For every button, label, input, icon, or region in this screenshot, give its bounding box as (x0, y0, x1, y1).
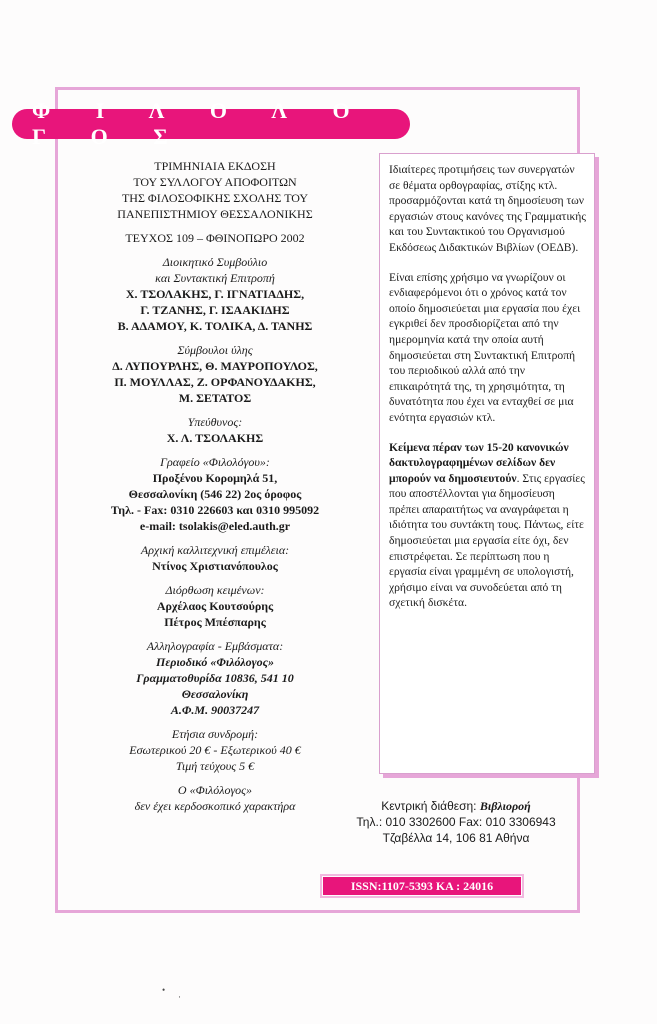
art-heading: Αρχική καλλιτεχνική επιμέλεια: (140, 543, 290, 557)
journal-title: Φ Ι Λ Ο Λ Ο Γ Ο Σ (32, 98, 370, 149)
art-name: Ντίνος Χριστιανόπουλος (152, 559, 278, 573)
issue-line: ΤΕΥΧΟΣ 109 – ΦΘΙΝΟΠΩΡΟ 2002 (125, 231, 305, 245)
masthead-line: ΤΗΣ ΦΙΛΟΣΟΦΙΚΗΣ ΣΧΟΛΗΣ ΤΟΥ (121, 191, 309, 205)
correspondence-heading: Αλληλογραφία - Εμβάσματα: (146, 639, 284, 653)
distribution-info (347, 798, 565, 846)
proofreader-name: Αρχέλαος Κουτσούρης (156, 599, 274, 613)
issn-text: ISSN:1107-5393 ΚΑ : 24016 (350, 878, 494, 893)
correspondence-line: Α.Φ.Μ. 90037247 (170, 703, 260, 717)
notice-text: . Στις εργασίες που αποστέλλονται για δημοσίευση πρέπει απαραιτήτως να αναγράφεται η ιδιότητα του συντάκτη τους. Πάντως, είτε δημοσιεύεται μια εργασία είτε όχι, δεν επιστρέφεται. Σε περίπτωση που η εργασία είναι γραμμένη σε υπολογιστή, χρήσιμο είναι να συνοδεύεται από τη σχετική δισκέτα. (389, 471, 585, 610)
correspondence-line: Γραμματοθυρίδα 10836, 541 10 (136, 671, 294, 685)
board-names: Β. ΑΔΑΜΟΥ, Κ. ΤΟΛΙΚΑ, Δ. ΤΑΝΗΣ (117, 319, 313, 333)
single-issue-price: Τιμή τεύχους 5 € (175, 759, 255, 773)
masthead-banner (12, 98, 410, 149)
advisors-heading: Σύμβουλοι ύλης (177, 343, 253, 357)
nonprofit-line: Ο «Φιλόλογος» (177, 783, 253, 797)
notice-paragraph: Είναι επίσης χρήσιμο να γνωρίζουν οι ενδιαφερόμενοι ότι ο χρόνος κατά τον οποίο δημοσιεύεται μια εργασία που έχει εγκριθεί δεν προσδιορίζεται από την ημερομηνία κατά την οποία αυτή δημοσιεύεται στη Συντακτική Επιτροπή του περιοδικού αλλά από την επικαιρότητά της, τη χρησιμότητα, τη δυνατότητα που έχει να ενταχθεί σε μια ενότητα εργασιών κτλ. (389, 270, 581, 424)
colophon (75, 158, 355, 814)
board-heading: και Συντακτική Επιτροπή (155, 271, 275, 285)
subscription-heading: Ετήσια συνδρομή: (171, 727, 259, 741)
proofreader-name: Πέτρος Μπέσπαρης (164, 615, 266, 629)
masthead-line: ΤΡΙΜΗΝΙΑΙΑ ΕΚΔΟΣΗ (154, 159, 276, 173)
office-phone: Τηλ. - Fax: 0310 226603 και 0310 995092 (110, 503, 320, 517)
office-street: Προξένου Κορομηλά 51, (152, 471, 278, 485)
correspondence-line: Περιοδικό «Φιλόλογος» (156, 655, 274, 669)
scan-speck: · (178, 992, 181, 1002)
office-email: e-mail: tsolakis@eled.auth.gr (139, 519, 291, 533)
distribution-phone: Τηλ.: 010 3302600 Fax: 010 3306943 (356, 815, 556, 829)
distribution-label: Κεντρική διάθεση: (381, 799, 480, 813)
office-heading: Γραφείο «Φιλολόγου»: (160, 455, 270, 469)
notice-paragraph: Ιδιαίτερες προτιμήσεις των συνεργατών σε θέματα ορθογραφίας, στίξης κτλ. προσαρμόζονται κατά τη δημοσίευση των εργασιών στους κανόνες της Γραμματικής και του Συντακτικού του Οργανισμού Εκδόσεως Διδακτικών Βιβλίων (ΟΕΔΒ). (389, 163, 586, 254)
proofreading-heading: Διόρθωση κειμένων: (165, 583, 265, 597)
advisors-names: Δ. ΛΥΠΟΥΡΛΗΣ, Θ. ΜΑΥΡΟΠΟΥΛΟΣ, (112, 359, 318, 373)
advisors-names: Μ. ΣΕΤΑΤΟΣ (178, 391, 252, 405)
nonprofit-line: δεν έχει κερδοσκοπικό χαρακτήρα (134, 799, 296, 813)
board-names: Χ. ΤΣΟΛΑΚΗΣ, Γ. ΙΓΝΑΤΙΑΔΗΣ, (125, 287, 305, 301)
notice-paragraph (389, 440, 586, 612)
office-city: Θεσσαλονίκη (546 22) 2ος όροφος (128, 487, 302, 501)
responsible-name: Χ. Λ. ΤΣΟΛΑΚΗΣ (166, 431, 264, 445)
scan-speck: • (162, 985, 166, 995)
board-heading: Διοικητικό Συμβούλιο (162, 255, 268, 269)
issn-badge (323, 877, 521, 895)
contributor-notice (379, 153, 595, 774)
distribution-address: Τζαβέλλα 14, 106 81 Αθήνα (382, 831, 530, 845)
notice-bold-text: Κείμενα πέραν των 15-20 κανονικών δακτυλογραφημένων σελίδων δεν μπορούν να δημοσιευτούν (389, 440, 569, 485)
distributor-name: Βιβλιορoή (479, 799, 531, 813)
correspondence-line: Θεσσαλονίκη (181, 687, 249, 701)
masthead-line: ΠΑΝΕΠΙΣΤΗΜΙΟΥ ΘΕΣΣΑΛΟΝΙΚΗΣ (117, 207, 313, 221)
responsible-heading: Υπεύθυνος: (187, 415, 243, 429)
masthead-line: ΤΟΥ ΣΥΛΛΟΓΟΥ ΑΠΟΦΟΙΤΩΝ (133, 175, 297, 189)
advisors-names: Π. ΜΟΥΛΛΑΣ, Ζ. ΟΡΦΑΝΟΥΔΑΚΗΣ, (114, 375, 316, 389)
subscription-prices: Εσωτερικού 20 € - Εξωτερικού 40 € (129, 743, 301, 757)
board-names: Γ. ΤΖΑΝΗΣ, Γ. ΙΣΑΑΚΙΔΗΣ (140, 303, 290, 317)
